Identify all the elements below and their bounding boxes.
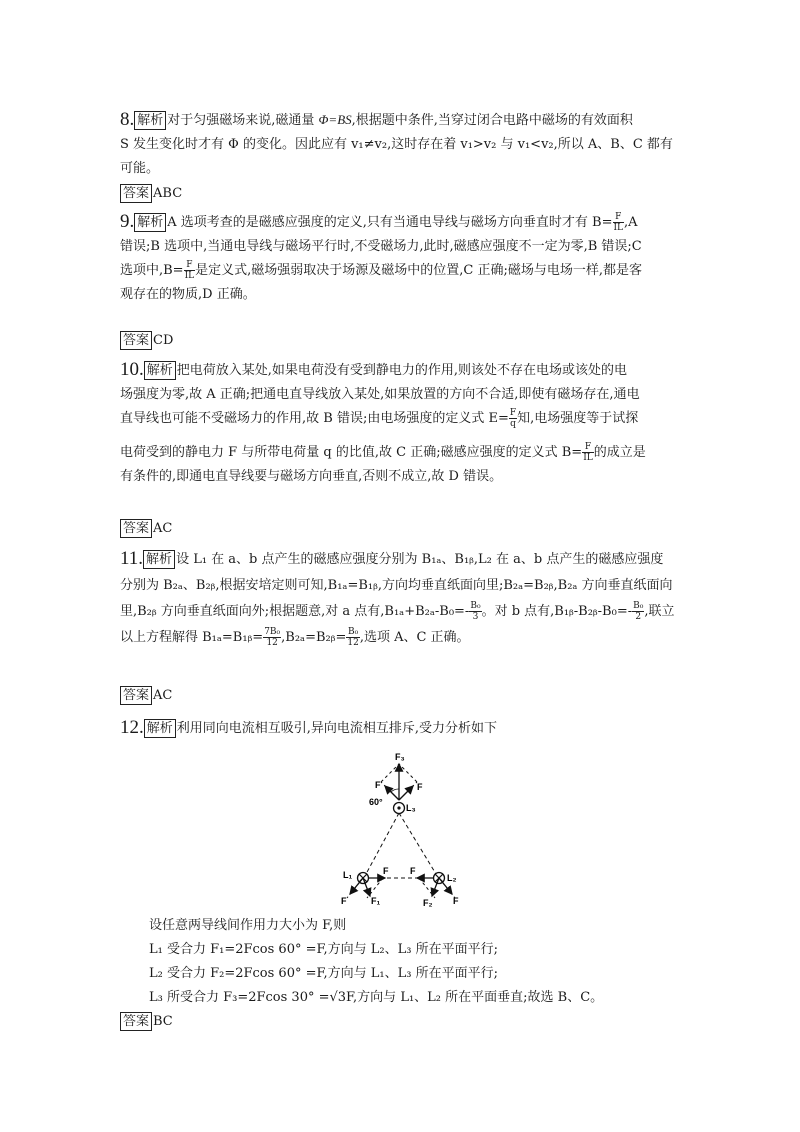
dashed-line-l3-l2 [399, 813, 436, 874]
label-f: F [383, 866, 389, 876]
question-number: 11. [120, 548, 144, 569]
force-arrow [399, 786, 413, 800]
q10-explanation: 10. 解析 把电荷放入某处,如果电荷没有受到静电力的作用,则该处不存在电场或该处的电 场强度为零,故 A 正确;把通电直导线放入某处,如果放置的方向不合适,即使有磁场存在,通电 直导线也可能不受磁场力的作用,故 B 错误;由电场强度的定义式 E= $\frac{F}{q}$ 知,电场强度等于试探 电荷受到的静电力 F 与所带电荷量 q 的比值,故 C 正确;磁感应强度的定义式 B= $\frac{F}{IL}$ 的成立是 有条件的,即通电直导线要与磁场方向垂直,否则不成立,故 D 错误。 [120, 359, 646, 484]
fraction: $\frac{\text{B₀}}{2}$ [633, 601, 644, 622]
q11-answer [120, 686, 172, 706]
fraction: $\frac{F}{IL}$ [613, 212, 624, 233]
answer-value: BC [153, 1014, 173, 1029]
label-f3: F₃ [395, 752, 405, 762]
q12-note: 设任意两导线间作用力大小为 F,则 [149, 918, 347, 933]
label-angle: 60° [369, 797, 383, 807]
angle-arc [391, 789, 399, 792]
question-number: 9. [120, 211, 135, 232]
force-arrow [350, 878, 363, 894]
answer-tag: 答案 [120, 686, 152, 705]
answer-value: ABC [153, 186, 183, 201]
fraction: $\frac{\text{7B₀}}{12}$ [264, 627, 281, 648]
answer-tag: 答案 [120, 519, 152, 538]
label-f2: F₂ [423, 898, 433, 908]
force-diagram [335, 748, 475, 918]
answer-tag: 答案 [120, 1012, 152, 1031]
fraction: $\frac{\text{B₀}}{12}$ [347, 627, 359, 648]
label-l1: L₁ [343, 870, 353, 880]
force-arrow [385, 786, 399, 800]
explanation-tag: 解析 [134, 213, 166, 232]
label-f: F [375, 780, 381, 790]
dashed-line-l3-l1 [366, 813, 399, 874]
q11-explanation: 11. 解析 设 L₁ 在 a、b 点产生的磁感应强度分别为 B₁ₐ、B₁ᵦ,L₂ 在 a、b 点产生的磁感应强度 分别为 B₂ₐ、B₂ᵦ,根据安培定则可知,B₁ₐ=B₁ᵦ,方向均垂直纸面向里;B₂ₐ=B₂ᵦ,B₂ₐ 方向垂直纸面向 里,B₂ᵦ 方向垂直纸面向外;根据题意,对 a 点有,B₁ₐ+B₂ₐ-B₀=- $\frac{\text{B₀}}{3}$ 。对 b 点有,B₁ᵦ-B₂ᵦ-B₀=- $\frac{\text{B₀}}{2}$ ,联立 以上方程解得 B₁ₐ=B₁ᵦ= $\frac{\text{7B₀}}{12}$ ,B₂ₐ=B₂ᵦ= $\frac{\text{B₀}}{12}$ ,选项 A、C 正确。 [120, 548, 675, 648]
answer-value: CD [153, 333, 174, 348]
q12-note: L₁ 受合力 F₁=2Fcos 60° =F,方向与 L₂、L₃ 所在平面平行; [149, 942, 498, 957]
answer-value: AC [153, 688, 173, 703]
label-f: F [417, 782, 423, 792]
q12-explanation: 12. 解析 利用同向电流相互吸引,异向电流相互排斥,受力分析如下 [120, 717, 498, 738]
fraction: $\frac{\text{B₀}}{3}$ [470, 601, 481, 622]
explanation-tag: 解析 [144, 719, 176, 738]
fraction: $\frac{F}{IL}$ [583, 442, 593, 463]
q10-answer [120, 519, 172, 539]
label-f: F [341, 896, 347, 906]
label-f1: F₁ [371, 896, 381, 906]
label-f: F [453, 896, 459, 906]
label-f: F [410, 866, 416, 876]
fraction: $\frac{F}{IL}$ [184, 260, 195, 281]
q8-answer [120, 184, 182, 204]
explanation-tag: 解析 [144, 361, 176, 380]
q9-explanation: 9. 解析 A 选项考查的是磁感应强度的定义,只有当通电导线与磁场方向垂直时才有 B= $\frac{F}{IL}$ ,A 错误;B 选项中,当通电导线与磁场平行时,不受磁场力,此时,磁感应强度不一定为零,B 错误;C 选项中,B= $\frac{F}{IL}$ 是定义式,磁场强弱取决于场源及磁场中的位置,C 正确;磁场与电场一样,都是客 观存在的物质,D 正确。 [120, 211, 642, 302]
answer-tag: 答案 [120, 331, 152, 350]
q8-explanation: 8. 解析 对于匀强磁场来说,磁通量 Φ=BS,根据题中条件,当穿过闭合电路中磁场的有效面积 S 发生变化时才有 Φ 的变化。因此应有 v₁≠v₂,这时存在着 v₁>v₂ 与 v₁<v₂,所以 A、B、C 都有 可能。 [120, 109, 673, 176]
explanation-tag: 解析 [143, 550, 175, 569]
q12-note: L₂ 受合力 F₂=2Fcos 60° =F,方向与 L₁、L₃ 所在平面平行; [149, 966, 498, 981]
question-number: 10. [120, 359, 144, 380]
answer-value: AC [153, 521, 173, 536]
q9-answer [120, 331, 173, 351]
question-number: 12. [120, 717, 144, 738]
label-l3: L₃ [406, 803, 416, 813]
fraction: $\frac{F}{q}$ [509, 408, 517, 429]
answer-tag: 答案 [120, 184, 152, 203]
explanation-tag: 解析 [134, 111, 166, 130]
question-number: 8. [120, 109, 135, 130]
q12-answer [120, 1012, 173, 1032]
q12-note: L₃ 所受合力 F₃=2Fcos 30° =√3F,方向与 L₁、L₂ 所在平面垂直;故选 B、C。 [149, 990, 604, 1005]
label-l2: L₂ [447, 873, 457, 883]
